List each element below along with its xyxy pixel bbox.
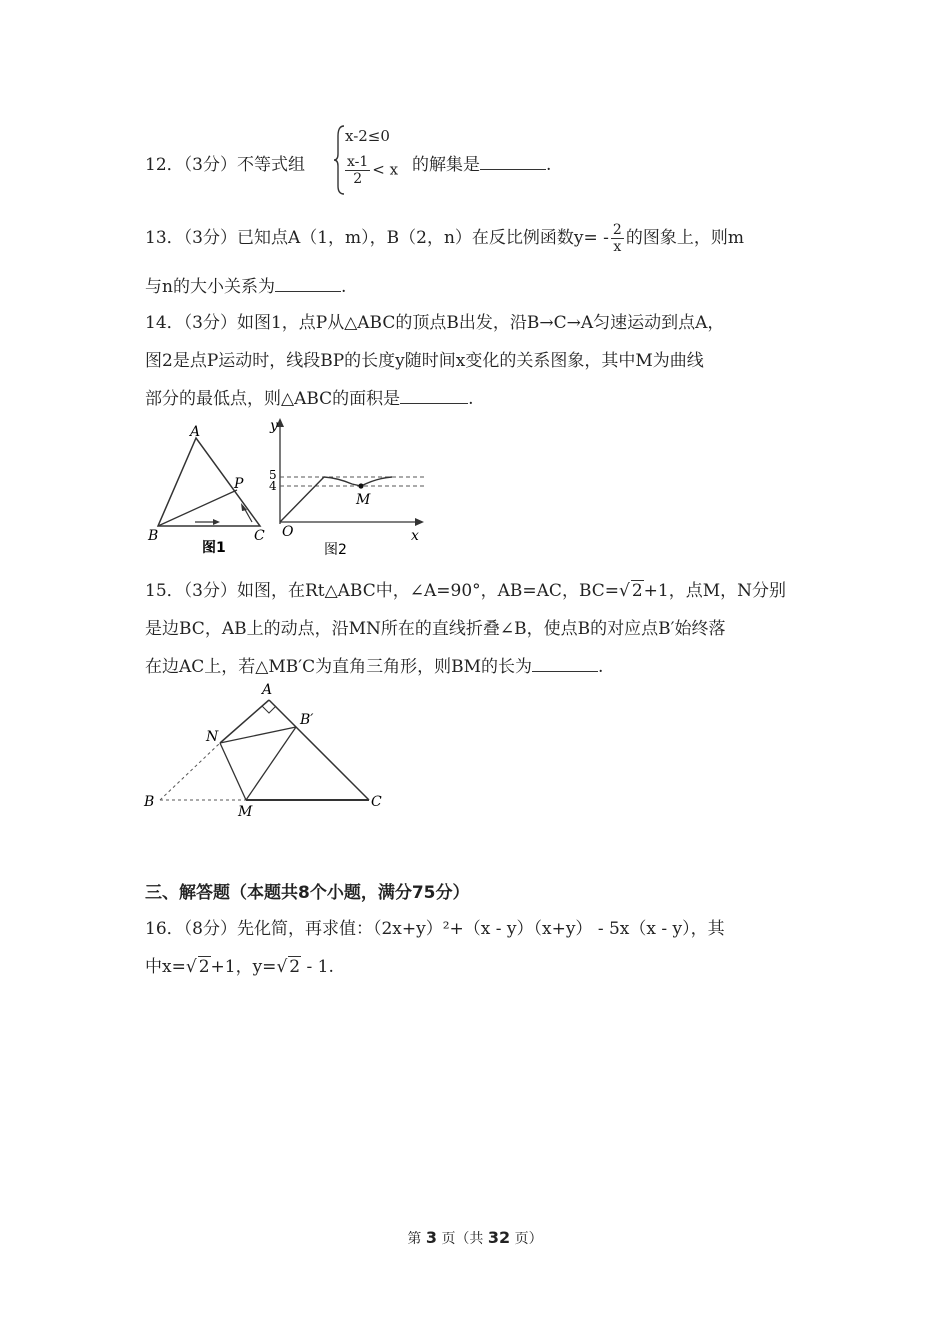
segment-bn-dashed — [160, 743, 220, 800]
fig2-label-o: O — [282, 524, 294, 540]
q15-line1-a: 15．（3分）如图，在Rt△ABC中，∠A=90°，AB=AC，BC= — [145, 581, 619, 601]
fig15-label-n: N — [206, 729, 219, 745]
q13-line1 — [145, 222, 744, 255]
footer-post: 页） — [514, 1231, 543, 1247]
side-ac — [269, 700, 369, 800]
q12-end: . — [546, 155, 552, 175]
q14-line3 — [145, 384, 474, 409]
q14-answer-blank[interactable] — [400, 389, 468, 404]
side-an — [220, 700, 269, 743]
q15-line3 — [145, 652, 603, 677]
fig15-label-b: B — [144, 794, 155, 810]
q16-sqrt2: 2 — [289, 957, 301, 977]
footer-pre: 第 — [407, 1231, 422, 1247]
q14-end: . — [468, 389, 474, 409]
q16-line2-c: - 1. — [301, 957, 334, 977]
q13-line2-text: 与n的大小关系为 — [145, 277, 275, 297]
fig2-tick-5: 5 — [269, 468, 277, 482]
segment-bp — [158, 490, 237, 526]
q16-sqrt1: 2 — [198, 957, 210, 977]
fig2-caption: 图2 — [324, 542, 347, 558]
q12-inequality-system — [333, 124, 413, 196]
q12-line — [145, 150, 305, 175]
q15-line1: 15．（3分）如图，在Rt△ABC中，∠A=90°，AB=AC，BC=√ 2+1，点M，N分别 — [145, 581, 787, 601]
q12-tail — [412, 150, 551, 175]
q16-line2-b: +1，y= — [210, 957, 277, 977]
fig1-label-p: P — [234, 476, 244, 492]
q15-line3-text: 在边AC上，若△MB′C为直角三角形，则BM的长为 — [145, 657, 533, 677]
q14-line1: 14．（3分）如图1，点P从△ABC的顶点B出发，沿B→C→A匀速运动到点A， — [145, 313, 725, 333]
triangle-abc — [158, 438, 260, 526]
fig1-label-a: A — [190, 424, 201, 440]
q12-ineq1: x-2≤0 — [345, 127, 390, 145]
q15-line2: 是边BC，AB上的动点，沿MN所在的直线折叠∠B，使点B的对应点B′始终落 — [145, 619, 726, 639]
fig2-label-y: y — [270, 418, 278, 434]
q14-line3-text: 部分的最低点，则△ABC的面积是 — [145, 389, 401, 409]
q13-line2 — [145, 272, 346, 297]
q12-answer-blank[interactable] — [480, 155, 546, 170]
fig15-label-b-prime: B′ — [300, 712, 314, 728]
segment-mb-prime — [246, 727, 296, 800]
q14-line2: 图2是点P运动时，线段BP的长度y随时间x变化的关系图象，其中M为曲线 — [145, 351, 704, 371]
q12-frac-den: 2 — [353, 171, 363, 187]
fig1-caption: 图1 — [202, 540, 226, 556]
q14-figure1 — [140, 418, 280, 558]
fig2-tick-4: 4 — [269, 479, 277, 493]
q15-sqrt: 2 — [631, 581, 643, 601]
q12-prefix: 12．（3分）不等式组 — [145, 155, 305, 175]
q12-frac-num: x-1 — [347, 154, 369, 170]
q16-line2: 中x=√ 2+1，y=√ 2 - 1. — [145, 957, 334, 977]
page-footer — [0, 1228, 950, 1248]
fig15-label-a: A — [262, 682, 273, 698]
q15-line1-b: +1，点M，N分别 — [643, 581, 787, 601]
q13-frac-num: 2 — [612, 222, 622, 238]
curve-bp — [280, 477, 392, 522]
fig1-label-c: C — [254, 528, 265, 544]
q12-suffix: 的解集是 — [412, 155, 480, 175]
q16-line1: 16．（8分）先化简，再求值：（2x+y）²+（x - y）（x+y） - 5x（x - y），其 — [145, 919, 725, 939]
q12-ineq2-tail: < x — [372, 160, 399, 179]
q13-suffix: 的图象上，则m — [625, 228, 744, 248]
section-title: 三、解答题（本题共8个小题，满分75分） — [145, 883, 470, 903]
q12-ineq2 — [343, 154, 398, 187]
fig15-label-m: M — [238, 804, 253, 820]
footer-mid: 页（共 — [441, 1231, 484, 1247]
q15-figure — [140, 680, 390, 820]
fig2-label-m: M — [356, 492, 371, 508]
q13-end: . — [340, 277, 347, 297]
footer-page: 3 — [425, 1228, 437, 1247]
fig1-label-b: B — [148, 528, 159, 544]
right-angle-mark — [262, 706, 276, 713]
fig2-label-x: x — [411, 528, 419, 544]
footer-total: 32 — [487, 1228, 511, 1247]
fig15-label-c: C — [371, 794, 382, 810]
q16-line2-a: 中x= — [145, 957, 186, 977]
segment-nb-prime — [220, 727, 296, 743]
segment-nm — [220, 743, 246, 800]
point-m — [358, 483, 363, 488]
x-axis-arrow-icon — [415, 518, 424, 526]
q15-end: . — [598, 657, 604, 677]
q13-frac-den: x — [613, 239, 622, 255]
q14-figure2 — [262, 416, 432, 560]
q15-answer-blank[interactable] — [532, 657, 598, 672]
arrow-right-icon — [213, 519, 220, 525]
q13-answer-blank[interactable] — [275, 277, 341, 292]
q13-prefix: 13．（3分）已知点A（1，m），B（2，n）在反比例函数y= - — [145, 228, 609, 248]
